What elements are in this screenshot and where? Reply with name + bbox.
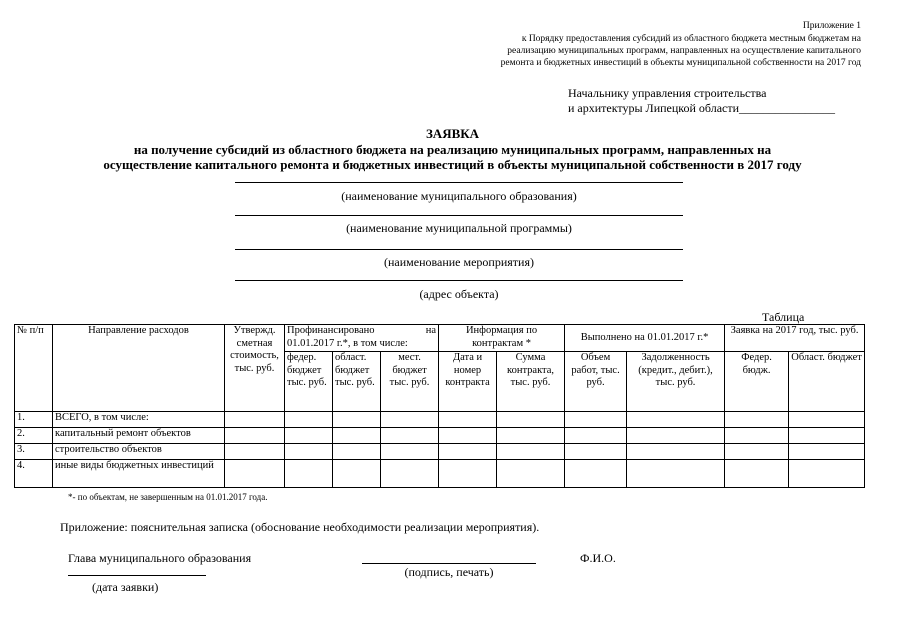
cell[interactable] (333, 444, 381, 460)
cell[interactable] (789, 428, 865, 444)
cell[interactable] (725, 428, 789, 444)
cell[interactable] (565, 460, 627, 488)
date-caption: (дата заявки) (92, 580, 159, 594)
signature-head-label: Глава муниципального образования (68, 551, 252, 565)
program-line[interactable] (235, 215, 683, 216)
cell[interactable] (285, 444, 333, 460)
cell[interactable] (439, 412, 497, 428)
cell[interactable] (225, 460, 285, 488)
row-num: 4. (15, 460, 53, 488)
sub-volume: Объем работ, тыс. руб. (565, 352, 627, 412)
cell[interactable] (565, 428, 627, 444)
municipality-caption: (наименование муниципального образования) (341, 189, 577, 203)
header-approved: Утвержд. сметная стоимость, тыс. руб. (225, 325, 285, 412)
sub-fed: федер. бюджет тыс. руб. (285, 352, 333, 412)
cell[interactable] (725, 460, 789, 488)
header-contracts: Информация по контрактам * (439, 325, 565, 352)
appendix-line-2: к Порядку предоставления субсидий из областного бюджета местным бюджетам на (521, 34, 861, 44)
sub-req-reg: Област. бюджет (789, 352, 865, 412)
date-line[interactable] (68, 575, 206, 576)
cell[interactable] (565, 412, 627, 428)
attachment-note: Приложение: пояснительная записка (обоснование необходимости реализации мероприятия). (60, 520, 540, 534)
sub-loc: мест. бюджет тыс. руб. (381, 352, 439, 412)
table-label: Таблица (762, 310, 805, 324)
appendix-line-4: ремонта и бюджетных инвестиций в объекты муниципальной собственности на 2017 год (500, 58, 861, 68)
row-num: 2. (15, 428, 53, 444)
cell[interactable] (497, 460, 565, 488)
cell[interactable] (439, 460, 497, 488)
cell[interactable] (285, 460, 333, 488)
event-line[interactable] (235, 249, 683, 250)
cell[interactable] (225, 412, 285, 428)
cell[interactable] (627, 444, 725, 460)
header-done: Выполнено на 01.01.2017 г.* (565, 325, 725, 352)
row-label: иные виды бюджетных инвестиций (53, 460, 225, 488)
cell[interactable] (439, 428, 497, 444)
event-caption: (наименование мероприятия) (384, 255, 534, 269)
cell[interactable] (789, 412, 865, 428)
cell[interactable] (565, 444, 627, 460)
cell[interactable] (225, 428, 285, 444)
row-label: ВСЕГО, в том числе: (53, 412, 225, 428)
cell[interactable] (789, 444, 865, 460)
cell[interactable] (497, 412, 565, 428)
sub-date: Дата и номер контракта (439, 352, 497, 412)
addressee-line-1: Начальнику управления строительства (568, 86, 767, 100)
cell[interactable] (285, 412, 333, 428)
cell[interactable] (381, 460, 439, 488)
cell[interactable] (725, 412, 789, 428)
sub-debt: Задолженность (кредит., дебит.), тыс. руб. (627, 352, 725, 412)
table-row (15, 428, 865, 444)
signature-fio: Ф.И.О. (580, 551, 616, 565)
program-caption: (наименование муниципальной программы) (346, 221, 572, 235)
cell[interactable] (333, 412, 381, 428)
row-label: капитальный ремонт объектов (53, 428, 225, 444)
doc-subtitle-2: осуществление капитального ремонта и бюджетных инвестиций в объекты муниципальной собственности в 2017 году (103, 157, 802, 172)
row-num: 3. (15, 444, 53, 460)
cell[interactable] (725, 444, 789, 460)
doc-subtitle-1: на получение субсидий из областного бюджета на реализацию муниципальных программ, направленных на (133, 142, 772, 157)
sub-req-fed: Федер. бюдж. (725, 352, 789, 412)
sub-reg: област. бюджет тыс. руб. (333, 352, 381, 412)
row-label: строительство объектов (53, 444, 225, 460)
header-num: № п/п (15, 325, 53, 412)
signature-line[interactable] (362, 563, 536, 564)
signature-caption: (подпись, печать) (404, 565, 494, 579)
cell[interactable] (381, 428, 439, 444)
cell[interactable] (627, 428, 725, 444)
cell[interactable] (439, 444, 497, 460)
row-num: 1. (15, 412, 53, 428)
doc-title: ЗАЯВКА (425, 126, 480, 141)
cell[interactable] (627, 460, 725, 488)
table-row (15, 460, 865, 488)
cell[interactable] (285, 428, 333, 444)
subsidy-table (14, 324, 865, 488)
cell[interactable] (627, 412, 725, 428)
address-caption: (адрес объекта) (419, 287, 499, 301)
cell[interactable] (225, 444, 285, 460)
appendix-line-3: реализацию муниципальных программ, направленных на осуществление капитального (507, 46, 861, 56)
cell[interactable] (333, 460, 381, 488)
cell[interactable] (333, 428, 381, 444)
header-financed: Профинансировано на 01.01.2017 г.*, в том числе: (285, 325, 439, 352)
cell[interactable] (497, 444, 565, 460)
header-direction: Направление расходов (53, 325, 225, 412)
municipality-line[interactable] (235, 182, 683, 183)
cell[interactable] (789, 460, 865, 488)
cell[interactable] (381, 444, 439, 460)
addressee-line-2: и архитектуры Липецкой области________________ (568, 101, 836, 115)
table-row (15, 412, 865, 428)
footnote: *- по объектам, не завершенным на 01.01.2017 года. (68, 492, 268, 502)
sub-sum: Сумма контракта, тыс. руб. (497, 352, 565, 412)
cell[interactable] (497, 428, 565, 444)
cell[interactable] (381, 412, 439, 428)
appendix-label: Приложение 1 (802, 21, 861, 31)
table-row (15, 444, 865, 460)
header-request: Заявка на 2017 год, тыс. руб. (725, 325, 865, 352)
address-line[interactable] (235, 280, 683, 281)
